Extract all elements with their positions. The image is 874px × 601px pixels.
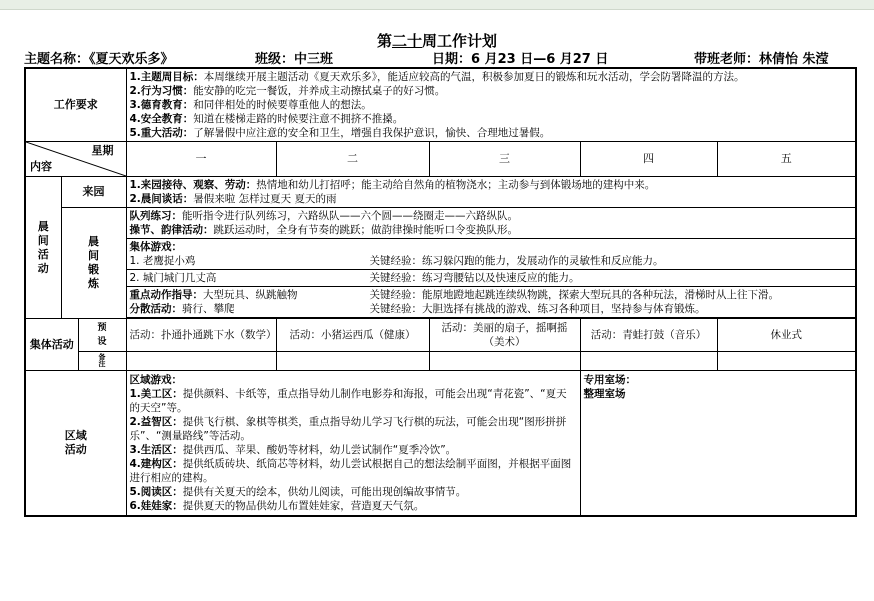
work-item: 1.主题周目标：本周继续开展主题活动《夏天欢乐多》，能适应较高的气温，积极参加夏日的锻炼和玩水活动，学会防署降温的方法。 — [129, 71, 745, 83]
arrival-label: 来园 — [61, 177, 126, 208]
title-suffix: 周工作计划 — [422, 32, 498, 50]
weekday-corner — [25, 142, 126, 177]
work-requirements-row — [25, 68, 856, 142]
note-label: 备注 — [78, 352, 126, 371]
area-row — [25, 371, 856, 517]
work-item: 3.德育教育：和同伴相处的时候要尊重他人的想法。 — [129, 99, 372, 111]
queue-practice: 队列练习：能听指令进行队列练习，六路纵队——六个圆——绕圈走——六路纵队。 — [129, 210, 518, 222]
weekday-header-row — [25, 142, 856, 177]
exercise-label-text: 晨间锻炼 — [88, 235, 99, 290]
corner-top-label: 星期 — [91, 144, 114, 157]
weekday-wed: 三 — [429, 142, 580, 177]
collective-activity-tue: 活动：小猪运西瓜（健康） — [276, 319, 429, 352]
collective-activity-wed: 活动：美丽的扇子，摇啊摇（美术） — [429, 319, 580, 352]
weekday-thu: 四 — [580, 142, 717, 177]
area-label: 区域活动 — [25, 371, 126, 517]
weekday-mon: 一 — [126, 142, 276, 177]
exercise-focus-content — [126, 287, 856, 318]
area-title: 区域游戏： — [129, 374, 182, 386]
exercise-queue-content — [126, 208, 856, 239]
special-room — [580, 371, 856, 517]
note-cell-wed — [429, 352, 580, 371]
area-content — [126, 371, 580, 517]
plan-table — [24, 67, 857, 517]
rhythm-activity: 操节、韵律活动：跳跃运动时，全身有节奏的跳跃；做韵律操时能听口令变换队形。 — [129, 224, 518, 236]
focus-guidance: 重点动作指导：大型玩具、纵跳触物 关键经验：能原地蹬地起跳连续纵物跳，探索大型玩具的各种玩法，滑梯时从上往下滑。 — [129, 289, 779, 301]
collective-plan-row — [25, 319, 856, 352]
note-cell-mon — [126, 352, 276, 371]
arrival-item: 2.晨间谈话：暑假来啦 怎样过夏天 夏天的雨 — [129, 193, 337, 205]
area-item: 5.阅读区：提供有关夏天的绘本，供幼儿阅读，可能出现创编故事情节。 — [129, 486, 467, 498]
exercise-games-content — [126, 239, 856, 287]
area-item: 6.娃娃家：提供夏天的物品供幼儿布置娃娃家，营造夏天气氛。 — [129, 500, 425, 512]
note-cell-fri — [717, 352, 856, 371]
exercise-label — [61, 208, 126, 319]
note-cell-thu — [580, 352, 717, 371]
area-item: 3.生活区：提供西瓜、苹果、酸奶等材料，幼儿尝试制作“夏季冷饮”。 — [129, 444, 457, 456]
arrival-content — [126, 177, 856, 208]
work-item: 4.安全教育：知道在楼梯走路的时候要注意不拥挤不推搡。 — [129, 113, 404, 125]
morning-arrival-row — [25, 177, 856, 208]
note-cell-tue — [276, 352, 429, 371]
theme-name: 主题名称：《夏天欢乐多》 — [24, 52, 174, 67]
special-room-label: 专用室场： — [583, 374, 636, 386]
class-name: 班级：中三班 — [255, 52, 334, 67]
area-item: 1.美工区：提供颜料、卡纸等，重点指导幼儿制作电影券和海报，可能会出现“青花瓷”、“夏天的天空”等。 — [129, 388, 567, 414]
teacher-names: 带班老师：林倩怡 朱滢 — [694, 52, 829, 67]
work-item: 5.重大活动：了解暑假中应注意的安全和卫生，增强自我保护意识，愉快、合理地过暑假。 — [129, 127, 551, 139]
work-label: 工作要求 — [25, 68, 126, 142]
collective-label: 集体活动 — [25, 319, 78, 371]
area-item: 4.建构区：提供纸质砖块、纸筒芯等材料，幼儿尝试根据自己的想法绘制平面图，并根据平面图进行相应的建构。 — [129, 458, 572, 484]
exercise-games-row — [25, 239, 856, 287]
weekday-tue: 二 — [276, 142, 429, 177]
group-activity: 分散活动：骑行、攀爬 关键经验：大胆选择有挑战的游戏、练习各种项目，坚持参与体育锻炼。 — [129, 303, 706, 315]
collective-note-row — [25, 352, 856, 371]
game-item: 2. 城门城门几丈高 关键经验：练习弯腰钻以及快速反应的能力。 — [129, 272, 580, 284]
title-prefix: 第 — [376, 32, 392, 50]
collective-activity-fri: 休业式 — [717, 319, 856, 352]
weekday-fri: 五 — [717, 142, 856, 177]
plan-label: 预设 — [78, 319, 126, 352]
collective-activity-thu: 活动：青蛙打鼓（音乐） — [580, 319, 717, 352]
morning-label — [25, 177, 61, 319]
games-label: 集体游戏： — [129, 241, 182, 253]
work-item: 2.行为习惯：能安静的吃完一餐饭，并养成主动擦拭桌子的好习惯。 — [129, 85, 446, 97]
morning-label-text: 晨间活动 — [37, 219, 49, 275]
game-item: 1. 老鹰捉小鸡 关键经验：练习躲闪跑的能力，发展动作的灵敏性和反应能力。 — [129, 255, 664, 267]
arrival-item: 1.来园接待、观察、劳动：热情地和幼儿打招呼；能主动给自然角的植物浇水；主动参与到体锻场地的建构中来。 — [129, 179, 656, 191]
area-item: 2.益智区：提供飞行棋、象棋等棋类，重点指导幼儿学习飞行棋的玩法，可能会出现“图形拼拼乐”、“测量路线”等活动。 — [129, 416, 567, 442]
window-top-bar — [0, 0, 874, 10]
work-content — [126, 68, 856, 142]
exercise-queue-row — [25, 208, 856, 239]
collective-activity-mon: 活动：扑通扑通跳下水（数学） — [126, 319, 276, 352]
exercise-focus-row — [25, 287, 856, 318]
special-room-value: 整理室场 — [583, 388, 626, 400]
date-range: 日期：6 月23 日—6 月27 日 — [432, 52, 609, 67]
corner-bottom-label: 内容 — [30, 160, 52, 173]
title-week: 二十 — [391, 32, 422, 50]
